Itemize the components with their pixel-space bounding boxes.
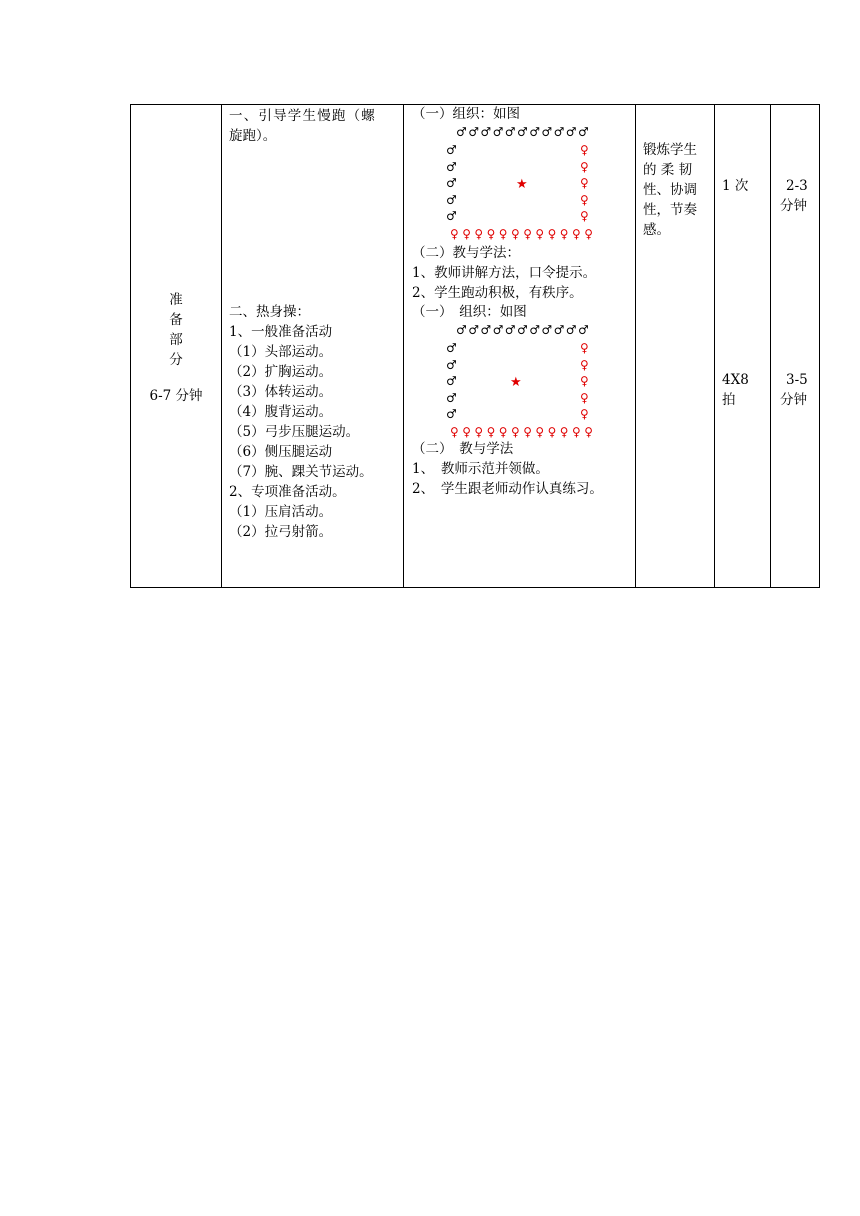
duration-value: 分钟 (780, 392, 807, 408)
org-title: （一） 组织：如图 (412, 304, 527, 320)
content-line: （1）压肩活动。 (229, 504, 333, 520)
male-student-icon: ♂ (456, 323, 467, 337)
male-student-icon: ♂ (504, 125, 516, 139)
content-line: （2）扩胸运动。 (229, 364, 333, 380)
content-line: （5）弓步压腿运动。 (229, 424, 360, 440)
duration-value: 分钟 (780, 198, 807, 214)
duration-value: 2-3 (786, 178, 808, 194)
male-student-icon: ♂ (446, 390, 457, 405)
male-student-icon: ♂ (565, 125, 577, 139)
female-student-icon: ♀ (498, 227, 508, 241)
method-title: （二）教与学法： (412, 245, 520, 261)
female-student-icon: ♀ (580, 374, 589, 388)
section-duration: 6-7 分钟 (149, 388, 203, 404)
content-line: （3）体转运动。 (229, 384, 333, 400)
section-char: 备 (169, 312, 183, 328)
section-char: 部 (169, 332, 183, 348)
female-student-icon: ♀ (535, 227, 545, 241)
female-student-icon: ♀ (474, 425, 484, 439)
male-student-icon: ♂ (446, 209, 457, 223)
male-student-icon: ♂ (446, 357, 457, 372)
female-student-icon: ♀ (572, 425, 581, 439)
male-student-icon: ♂ (517, 323, 528, 337)
male-student-icon: ♂ (553, 323, 565, 337)
male-student-icon: ♂ (456, 125, 467, 139)
female-student-icon: ♀ (511, 425, 520, 439)
content-line: （4）腹背运动。 (229, 404, 333, 420)
female-student-icon: ♀ (580, 390, 589, 405)
female-student-icon: ♀ (580, 407, 589, 421)
female-student-icon: ♀ (580, 357, 589, 372)
male-student-icon: ♂ (529, 125, 540, 139)
female-student-icon: ♀ (559, 425, 569, 439)
male-student-icon: ♂ (553, 125, 565, 139)
male-student-icon: ♂ (492, 125, 504, 139)
method-line: 2、学生跑动积极，有秩序。 (412, 285, 583, 301)
male-student-icon: ♂ (480, 323, 492, 337)
purpose-line: 感。 (643, 222, 670, 238)
column-divider (635, 104, 636, 588)
times-value: 拍 (722, 392, 736, 408)
female-student-icon: ♀ (523, 425, 532, 439)
content-line: （2）拉弓射箭。 (229, 524, 333, 540)
female-student-icon: ♀ (580, 341, 589, 355)
male-student-icon: ♂ (446, 159, 457, 174)
content-line: （1）头部运动。 (229, 344, 333, 360)
column-divider (770, 104, 771, 588)
male-student-icon: ♂ (541, 323, 553, 337)
male-student-icon: ♂ (446, 407, 457, 421)
female-student-icon: ♀ (450, 227, 459, 241)
content-line: 2、专项准备活动。 (229, 484, 346, 500)
times-value: 1 次 (722, 178, 749, 194)
section-char: 分 (169, 352, 183, 368)
female-student-icon: ♀ (547, 425, 557, 439)
female-student-icon: ♀ (535, 425, 545, 439)
female-student-icon: ♀ (523, 227, 532, 241)
times-value: 4X8 (722, 372, 749, 388)
male-student-icon: ♂ (565, 323, 577, 337)
method-line: 2、 学生跟老师动作认真练习。 (412, 481, 603, 497)
male-student-icon: ♂ (578, 323, 589, 337)
column-divider (714, 104, 715, 588)
male-student-icon: ♂ (541, 125, 553, 139)
female-student-icon: ♀ (498, 425, 508, 439)
female-student-icon: ♀ (580, 176, 589, 190)
female-student-icon: ♀ (584, 227, 593, 241)
male-student-icon: ♂ (480, 125, 492, 139)
purpose-line: 性、协调 (643, 182, 697, 198)
content-line: （7）腕、踝关节运动。 (229, 464, 373, 480)
purpose-line: 的 柔 韧 (643, 162, 693, 178)
female-student-icon: ♀ (559, 227, 569, 241)
female-student-icon: ♀ (462, 425, 471, 439)
male-student-icon: ♂ (446, 341, 457, 355)
female-student-icon: ♀ (462, 227, 471, 241)
male-student-icon: ♂ (517, 125, 528, 139)
female-student-icon: ♀ (580, 159, 589, 174)
female-student-icon: ♀ (580, 192, 589, 207)
male-student-icon: ♂ (529, 323, 540, 337)
section-label (130, 290, 222, 370)
female-student-icon: ♀ (474, 227, 484, 241)
male-student-icon: ♂ (468, 323, 479, 337)
female-student-icon: ♀ (580, 209, 589, 223)
female-student-icon: ♀ (584, 425, 593, 439)
male-student-icon: ♂ (492, 323, 504, 337)
column-divider (403, 104, 404, 588)
teacher-star-icon: ★ (510, 375, 522, 390)
content-line: 1、一般准备活动 (229, 324, 333, 340)
section-char: 准 (169, 292, 183, 308)
teacher-star-icon: ★ (516, 177, 528, 192)
female-student-icon: ♀ (486, 425, 496, 439)
male-student-icon: ♂ (446, 192, 457, 207)
male-student-icon: ♂ (578, 125, 589, 139)
org-title: （一）组织：如图 (412, 106, 520, 122)
formation-diagram (446, 126, 596, 240)
method-line: 1、教师讲解方法，口令提示。 (412, 265, 597, 281)
content-line: 一、引导学生慢跑（螺 (229, 108, 376, 124)
purpose-line: 性，节奏 (643, 202, 697, 218)
female-student-icon: ♀ (580, 143, 589, 157)
lesson-plan-table (130, 104, 820, 588)
male-student-icon: ♂ (446, 143, 457, 157)
male-student-icon: ♂ (504, 323, 516, 337)
method-title: （二） 教与学法 (412, 441, 514, 457)
formation-diagram (446, 324, 596, 438)
content-line: 旋跑）。 (229, 128, 277, 144)
female-student-icon: ♀ (486, 227, 496, 241)
female-student-icon: ♀ (547, 227, 557, 241)
purpose-line: 锻炼学生 (643, 142, 697, 158)
male-student-icon: ♂ (446, 176, 457, 190)
method-line: 1、 教师示范并领做。 (412, 461, 549, 477)
content-line: （6）侧压腿运动 (229, 444, 333, 460)
male-student-icon: ♂ (446, 374, 457, 388)
female-student-icon: ♀ (511, 227, 520, 241)
duration-value: 3-5 (786, 372, 808, 388)
female-student-icon: ♀ (572, 227, 581, 241)
female-student-icon: ♀ (450, 425, 459, 439)
male-student-icon: ♂ (468, 125, 479, 139)
content-heading: 二、热身操： (229, 304, 310, 320)
